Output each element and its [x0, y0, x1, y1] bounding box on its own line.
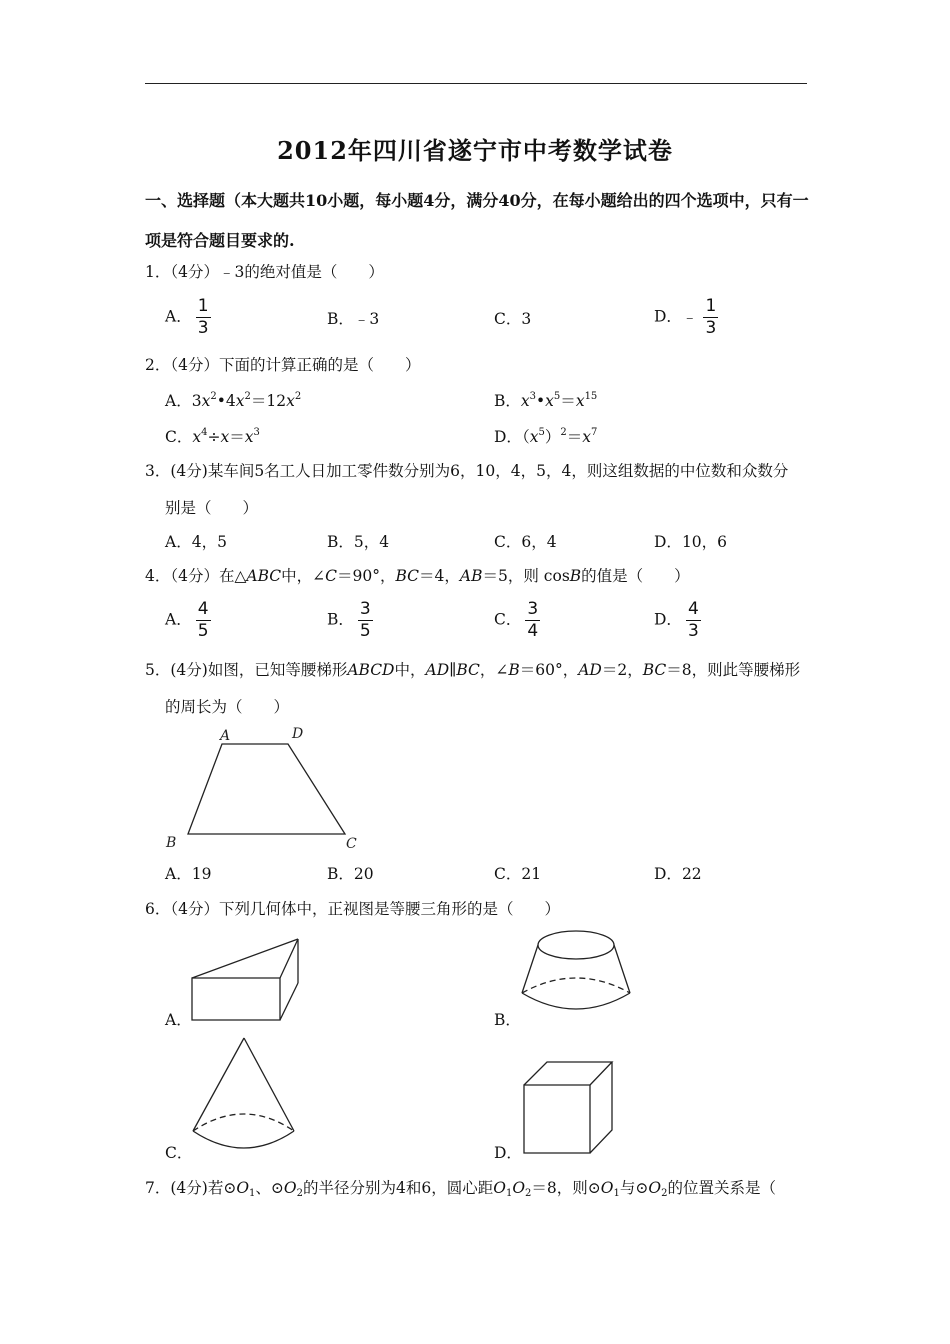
q1-option-d: D．﹣ $\frac{1}{3}$ [654, 296, 717, 338]
fraction: $\frac{4}{5}$ [197, 599, 209, 641]
trapezoid-shape [188, 744, 345, 834]
q6-option-c-label: C． [165, 1144, 193, 1162]
fraction: $\frac{1}{3}$ [705, 296, 717, 338]
q4-option-c: C． $\frac{3}{4}$ [494, 599, 539, 641]
q6-option-d-label: D． [494, 1144, 522, 1162]
q5-stem-line2: 的周长为（ ） [165, 698, 290, 716]
q5-option-c: C．21 [494, 865, 542, 883]
point-label-a: A [220, 728, 231, 744]
q1-option-a: A． $\frac{1}{3}$ [165, 296, 209, 338]
q6-option-b-label: B． [494, 1011, 521, 1029]
section-heading-line1: 一、选择题（本大题共10小题，每小题4分，满分40分，在每小题给出的四个选项中，只有一 [145, 191, 809, 210]
q6-option-a-label: A． [165, 1011, 192, 1029]
q5-option-b: B．20 [327, 865, 374, 883]
page-title: 2012年四川省遂宁市中考数学试卷 [277, 136, 673, 165]
q2-option-a: A．$3x^2•4x^2=12x^2$ [165, 391, 302, 410]
q4-option-a: A． $\frac{4}{5}$ [165, 599, 209, 641]
q2-option-d: D．$(x^5)^2=x^7$ [494, 427, 598, 446]
trapezoid-figure [160, 722, 360, 852]
q2-option-b: B．$x^3•x^5=x^{15}$ [494, 391, 598, 410]
frustum-icon [518, 925, 638, 1030]
q3-option-c: C．6，4 [494, 533, 557, 551]
q2-option-c: C．$x^4\div x=x^3$ [165, 427, 260, 446]
fraction: $\frac{4}{3}$ [687, 599, 699, 641]
header-rule [145, 83, 807, 84]
fraction: $\frac{1}{3}$ [197, 296, 209, 338]
point-label-d: D [292, 726, 304, 742]
q1-stem: 1．（4分）﹣3的绝对值是（ ） [145, 263, 384, 281]
q5-option-a: A．19 [165, 865, 212, 883]
q1-option-b: B．﹣3 [327, 310, 380, 328]
q4-option-b: B． $\frac{3}{5}$ [327, 599, 371, 641]
q3-option-d: D．10，6 [654, 533, 728, 551]
fraction: $\frac{3}{4}$ [527, 599, 539, 641]
q5-option-d: D．22 [654, 865, 702, 883]
triangular-prism-icon [188, 935, 308, 1025]
point-label-b: B [166, 835, 177, 851]
q3-stem-line1: 3．(4分)某车间5名工人日加工零件数分别为6，10，4，5，4，则这组数据的中位数和众数分 [145, 462, 789, 480]
cube-icon [520, 1060, 620, 1160]
q6-stem: 6．（4分）下列几何体中，正视图是等腰三角形的是（ ） [145, 900, 560, 918]
fraction: $\frac{3}{5}$ [359, 599, 371, 641]
q3-option-a: A．4，5 [165, 533, 227, 551]
q5-stem-line1: 5．(4分)如图，已知等腰梯形ABCD中，AD∥BC，∠B＝60°，AD＝2，BC＝8，则此等腰梯形 [145, 661, 801, 679]
q4-option-d: D． $\frac{4}{3}$ [654, 599, 699, 641]
q1-option-c: C．3 [494, 310, 532, 328]
section-heading-line2: 项是符合题目要求的. [145, 231, 295, 250]
q2-stem: 2．（4分）下面的计算正确的是（ ） [145, 356, 421, 374]
q4-stem: 4．（4分）在△ABC中，∠C＝90°，BC＝4，AB＝5，则 cosB的值是（ ） [145, 567, 690, 585]
q3-option-b: B．5，4 [327, 533, 390, 551]
q7-stem: 7．(4分)若$⊙O_1$、$⊙O_2$的半径分别为4和6，圆心距$O_1O_2=8$，则$⊙O_1$与$⊙O_2$的位置关系是（ [145, 1179, 776, 1199]
point-label-c: C [346, 836, 357, 852]
cone-icon [188, 1035, 303, 1160]
q3-stem-line2: 别是（ ） [165, 499, 259, 517]
